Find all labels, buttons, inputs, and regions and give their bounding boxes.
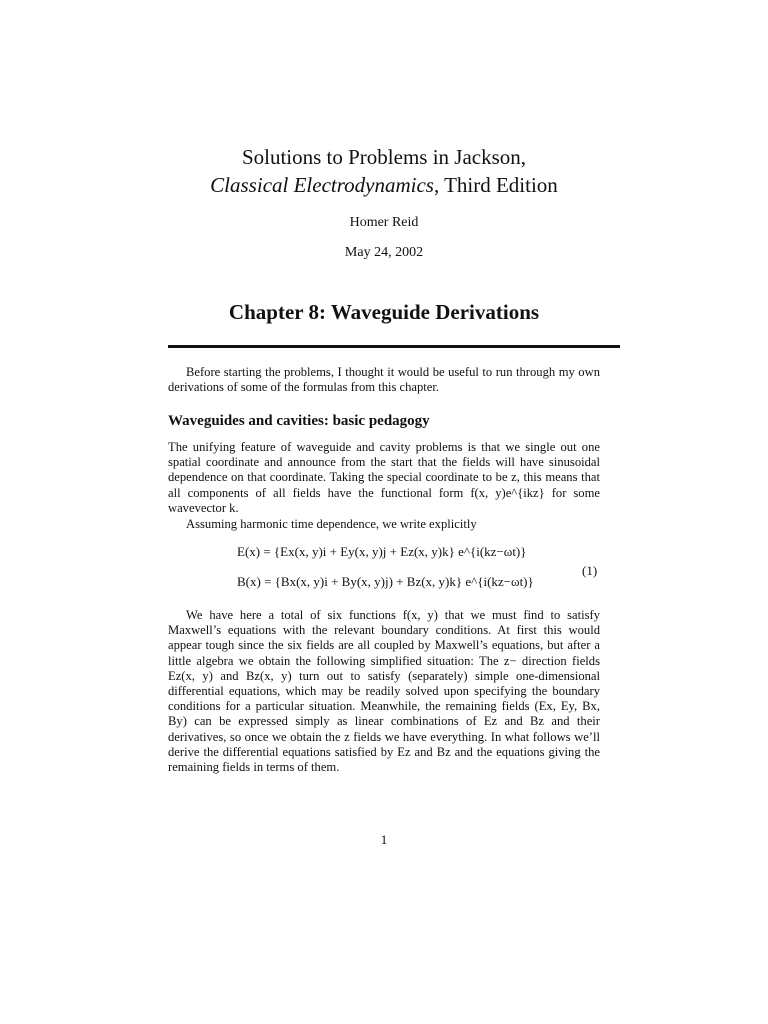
equation-b-field: B(x) = {Bx(x, y)i + By(x, y)j) + Bz(x, y)k} e^{i(kz−ωt)}	[237, 574, 534, 589]
equation-e-field: E(x) = {Ex(x, y)i + Ey(x, y)j + Ez(x, y)k} e^{i(kz−ωt)}	[237, 544, 527, 559]
chapter-heading: Chapter 8: Waveguide Derivations	[228, 300, 540, 324]
paragraph-3: We have here a total of six functions f(x, y) that we must find to satisfy Maxwell’s equations with the relevant boundary conditions. At first this would appear tough since the six fields are all coupled by Maxwell’s equations, but after a little algebra we obtain the following simplified situation: The z− direction fields Ez(x, y) and Bz(x, y) turn out to satisfy (separately) simple one-dimensional differential equations, which may be readily solved upon specifying the boundary conditions for a particular situation. Meanwhile, the remaining fields (Ex, Ey, Bx, By) can be expressed simply as linear combinations of Ez and Bz and their derivatives, so once we obtain the z fields we have everything. In what follows we’ll derive the differential equations satisfied by Ez and Bz and the equations giving the remaining fields in terms of them.	[168, 608, 600, 775]
equation-number: (1)	[582, 563, 598, 578]
horizontal-rule	[168, 345, 620, 348]
section-heading: Waveguides and cavities: basic pedagogy	[168, 413, 430, 429]
edition: , Third Edition	[433, 173, 558, 197]
title-line-1: Solutions to Problems in Jackson,	[241, 145, 527, 169]
page-number: 1	[380, 832, 388, 847]
title-line-2	[0, 173, 768, 198]
intro-paragraph: Before starting the problems, I thought it would be useful to run through my own derivations of some of the formulas from this chapter.	[168, 365, 600, 395]
date: May 24, 2002	[344, 245, 424, 260]
book-title: Classical Electrodynamics	[210, 173, 434, 197]
paragraph-2: Assuming harmonic time dependence, we write explicitly	[186, 517, 477, 531]
paragraph-1: The unifying feature of waveguide and cavity problems is that we single out one spatial coordinate and announce from the start that the fields will have sinusoidal dependence on that coordinate. Taking the special coordinate to be z, this means that all components of all fields have the functional form f(x, y)e^{ikz} for some wavevector k.	[168, 440, 600, 515]
author: Homer Reid	[349, 215, 419, 230]
